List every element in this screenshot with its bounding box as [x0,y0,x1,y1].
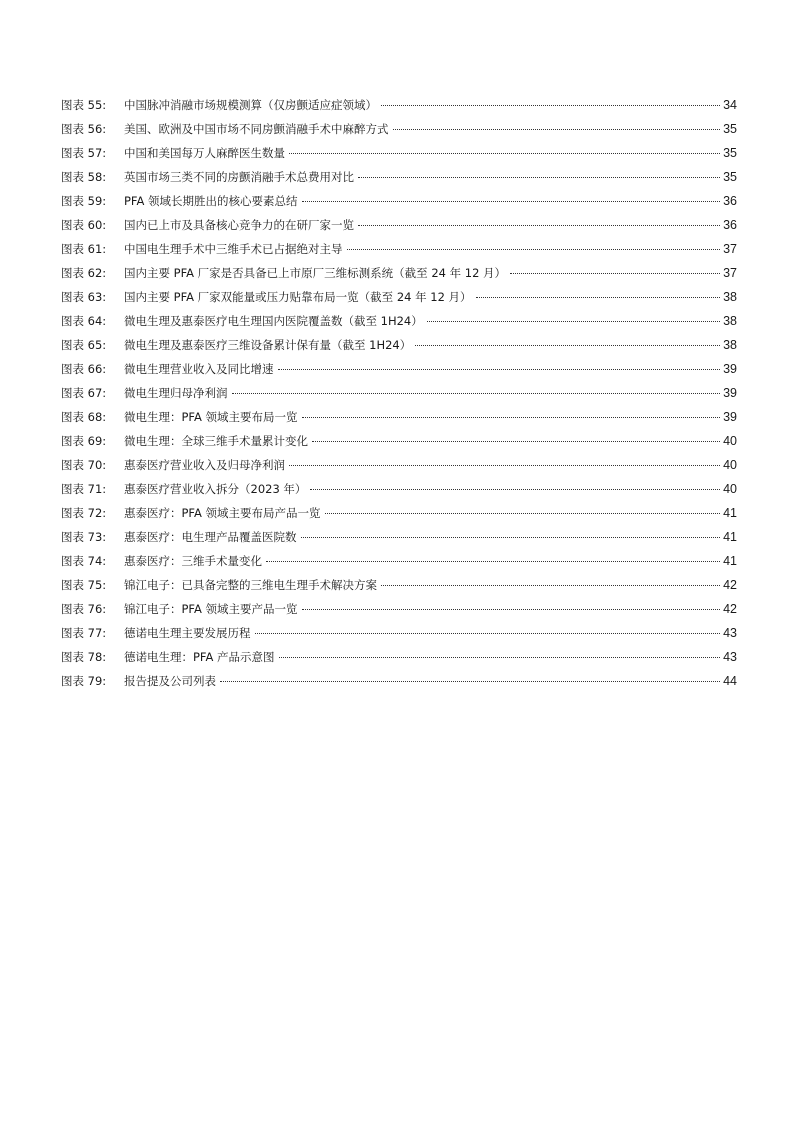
toc-entry-page: 37 [723,266,737,280]
toc-entry[interactable] [61,405,737,429]
dot-leader [381,585,720,586]
toc-entry-label: 图表 63: [61,290,107,304]
toc-entry-page: 42 [723,578,737,592]
toc-entry[interactable] [61,189,737,213]
toc-entry[interactable] [61,261,737,285]
toc-entry[interactable] [61,477,737,501]
toc-entry-page: 41 [723,554,737,568]
toc-entry-label: 图表 64: [61,314,107,328]
toc-entry-label: 图表 74: [61,554,107,568]
toc-entry-label: 图表 75: [61,578,107,592]
toc-entry-label: 图表 61: [61,242,107,256]
toc-entry[interactable] [61,93,737,117]
toc-entry-title: 报告提及公司列表 [124,674,216,688]
toc-entry-label: 图表 76: [61,602,107,616]
toc-entry-label: 图表 60: [61,218,107,232]
dot-leader [510,273,720,274]
toc-entry-page: 43 [723,626,737,640]
toc-entry-title: 德诺电生理：PFA 产品示意图 [124,650,275,664]
toc-entry[interactable] [61,597,737,621]
toc-entry[interactable] [61,429,737,453]
toc-entry-page: 44 [723,674,737,688]
toc-entry-title: 微电生理归母净利润 [124,386,228,400]
toc-entry-title: 微电生理及惠泰医疗三维设备累计保有量（截至 1H24） [124,338,412,352]
dot-leader [347,249,721,250]
toc-entry-label: 图表 72: [61,506,107,520]
toc-entry[interactable] [61,357,737,381]
toc-entry-label: 图表 59: [61,194,107,208]
toc-entry-page: 39 [723,362,737,376]
toc-entry-title: 中国电生理手术中三维手术已占据绝对主导 [124,242,343,256]
dot-leader [289,465,720,466]
toc-entry-title: 英国市场三类不同的房颤消融手术总费用对比 [124,170,354,184]
dot-leader [279,657,721,658]
dot-leader [302,417,721,418]
dot-leader [415,345,720,346]
toc-entry-page: 40 [723,482,737,496]
toc-entry-page: 40 [723,458,737,472]
toc-entry-title: 微电生理：全球三维手术量累计变化 [124,434,308,448]
toc-entry[interactable] [61,525,737,549]
toc-entry[interactable] [61,645,737,669]
dot-leader [393,129,721,130]
toc-entry-page: 38 [723,338,737,352]
toc-entry-title: 惠泰医疗营业收入及归母净利润 [124,458,285,472]
toc-entry-title: 国内主要 PFA 厂家是否具备已上市原厂三维标测系统（截至 24 年 12 月） [124,266,507,280]
toc-entry[interactable] [61,333,737,357]
toc-entry[interactable] [61,573,737,597]
toc-entry[interactable] [61,501,737,525]
toc-entry-title: 微电生理：PFA 领域主要布局一览 [124,410,298,424]
toc-entry-page: 38 [723,290,737,304]
dot-leader [476,297,721,298]
dot-leader [266,561,720,562]
dot-leader [358,225,720,226]
toc-entry-title: 惠泰医疗：PFA 领域主要布局产品一览 [124,506,321,520]
toc-entry-page: 35 [723,122,737,136]
toc-entry-title: 中国和美国每万人麻醉医生数量 [124,146,285,160]
dot-leader [381,105,720,106]
toc-entry-page: 37 [723,242,737,256]
toc-entry-title: 德诺电生理主要发展历程 [124,626,251,640]
table-of-figures [61,93,737,693]
dot-leader [358,177,720,178]
toc-entry-label: 图表 70: [61,458,107,472]
toc-entry[interactable] [61,381,737,405]
toc-entry-label: 图表 71: [61,482,107,496]
toc-entry-title: 惠泰医疗：三维手术量变化 [124,554,262,568]
toc-entry[interactable] [61,213,737,237]
dot-leader [310,489,720,490]
toc-entry-title: 中国脉冲消融市场规模测算（仅房颤适应症领域） [124,98,377,112]
toc-entry-label: 图表 69: [61,434,107,448]
toc-entry-page: 43 [723,650,737,664]
toc-entry[interactable] [61,141,737,165]
toc-entry-page: 42 [723,602,737,616]
dot-leader [232,393,721,394]
toc-entry-title: 微电生理及惠泰医疗电生理国内医院覆盖数（截至 1H24） [124,314,423,328]
toc-entry-label: 图表 62: [61,266,107,280]
toc-entry-title: 惠泰医疗：电生理产品覆盖医院数 [124,530,297,544]
dot-leader [302,201,721,202]
toc-entry-label: 图表 65: [61,338,107,352]
toc-entry-title: 惠泰医疗营业收入拆分（2023 年） [124,482,307,496]
toc-entry-page: 35 [723,170,737,184]
toc-entry-title: PFA 领域长期胜出的核心要素总结 [124,194,298,208]
dot-leader [220,681,720,682]
toc-entry-page: 36 [723,218,737,232]
toc-entry-label: 图表 66: [61,362,107,376]
toc-entry[interactable] [61,309,737,333]
dot-leader [427,321,720,322]
toc-entry-label: 图表 56: [61,122,107,136]
toc-entry[interactable] [61,165,737,189]
toc-entry-page: 40 [723,434,737,448]
dot-leader [278,369,721,370]
dot-leader [255,633,721,634]
toc-entry-label: 图表 55: [61,98,107,112]
toc-entry[interactable] [61,117,737,141]
toc-entry-label: 图表 67: [61,386,107,400]
toc-entry[interactable] [61,549,737,573]
toc-entry[interactable] [61,453,737,477]
toc-entry-page: 39 [723,386,737,400]
toc-entry[interactable] [61,285,737,309]
toc-entry-title: 国内主要 PFA 厂家双能量或压力贴靠布局一览（截至 24 年 12 月） [124,290,472,304]
dot-leader [312,441,720,442]
toc-entry[interactable] [61,237,737,261]
toc-entry-title: 锦江电子：PFA 领域主要产品一览 [124,602,298,616]
toc-entry-page: 35 [723,146,737,160]
toc-entry-page: 34 [723,98,737,112]
toc-entry-page: 41 [723,530,737,544]
toc-entry-label: 图表 79: [61,674,107,688]
toc-entry-title: 国内已上市及具备核心竞争力的在研厂家一览 [124,218,354,232]
toc-entry-page: 41 [723,506,737,520]
toc-entry-title: 微电生理营业收入及同比增速 [124,362,274,376]
toc-entry-title: 美国、欧洲及中国市场不同房颤消融手术中麻醉方式 [124,122,389,136]
toc-entry-label: 图表 78: [61,650,107,664]
dot-leader [302,609,721,610]
toc-entry-label: 图表 73: [61,530,107,544]
toc-entry-page: 38 [723,314,737,328]
toc-entry-label: 图表 58: [61,170,107,184]
toc-entry-page: 36 [723,194,737,208]
toc-entry[interactable] [61,669,737,693]
dot-leader [301,537,721,538]
dot-leader [289,153,720,154]
toc-entry-label: 图表 68: [61,410,107,424]
toc-entry-title: 锦江电子：已具备完整的三维电生理手术解决方案 [124,578,377,592]
toc-entry-page: 39 [723,410,737,424]
dot-leader [325,513,721,514]
toc-entry-label: 图表 77: [61,626,107,640]
toc-entry[interactable] [61,621,737,645]
toc-entry-label: 图表 57: [61,146,107,160]
